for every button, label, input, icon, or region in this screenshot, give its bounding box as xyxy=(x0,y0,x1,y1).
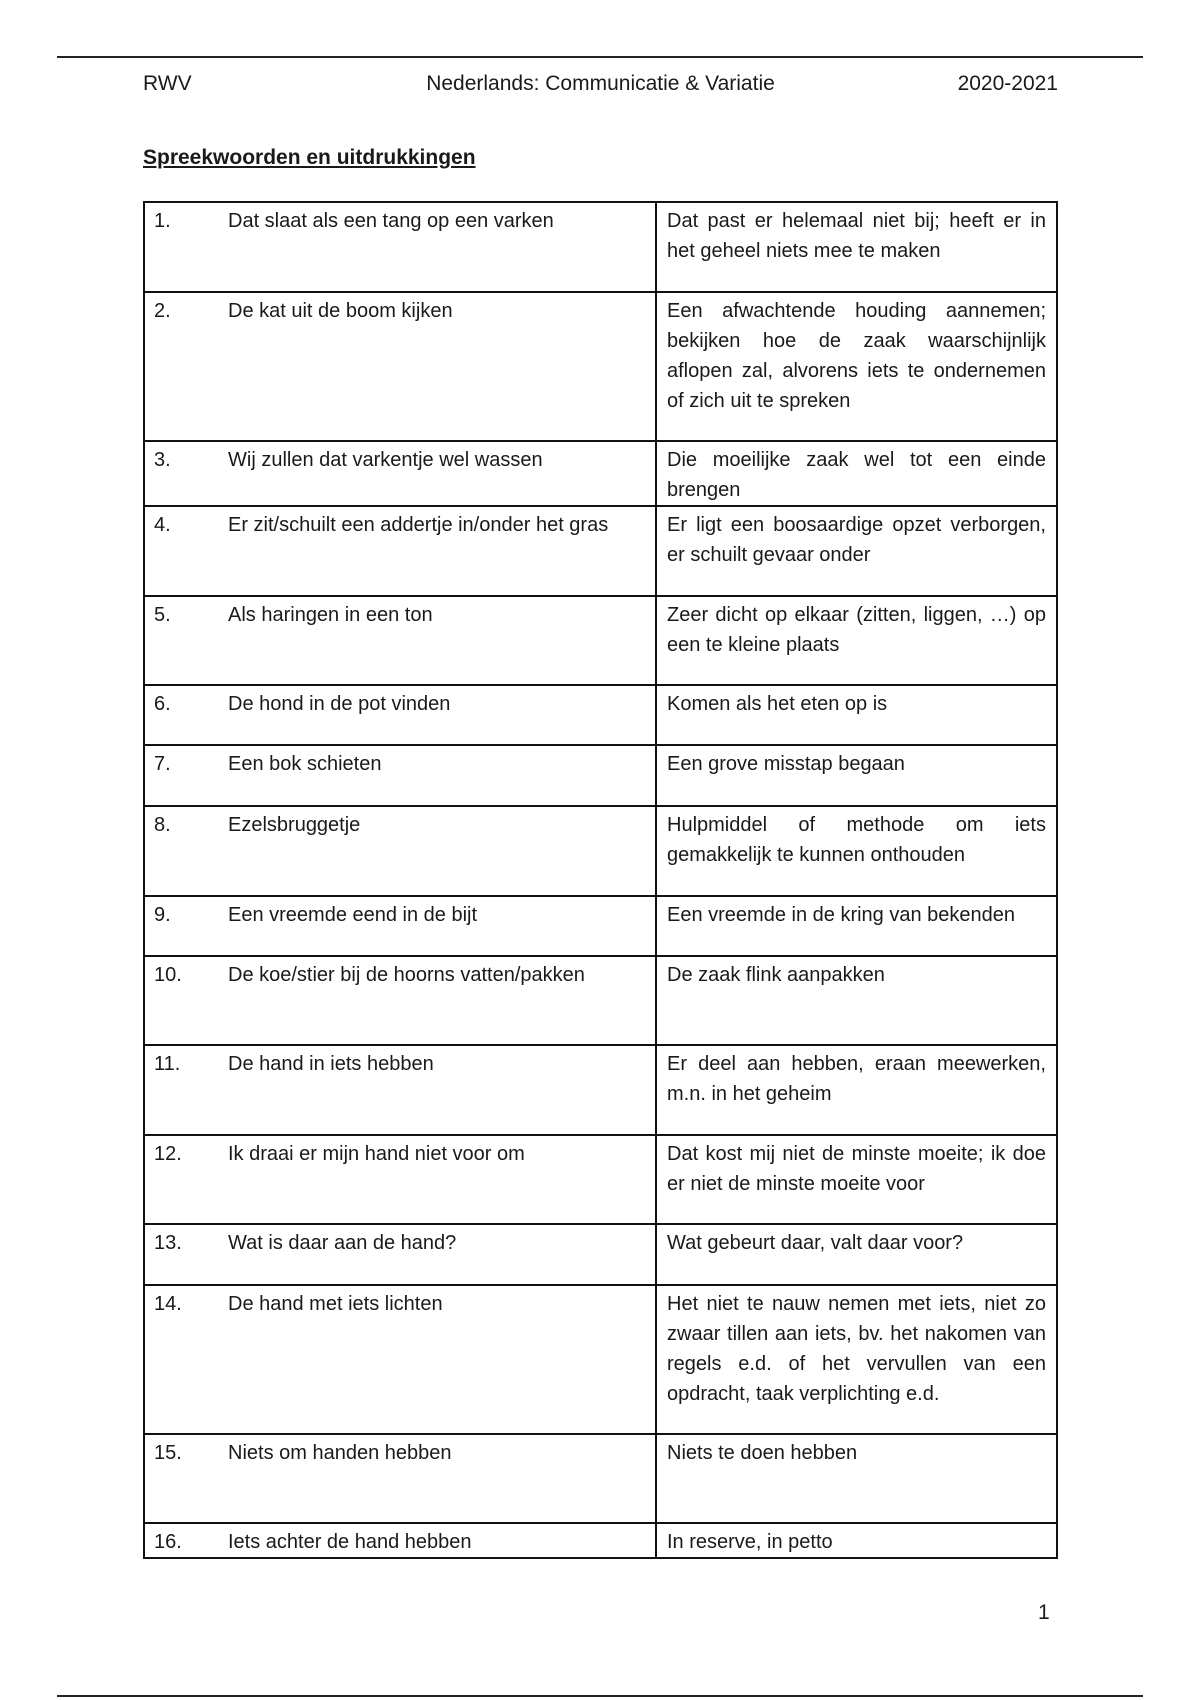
meaning-cell: Komen als het eten op is xyxy=(656,685,1057,745)
table-row xyxy=(144,506,1057,596)
meaning-cell: Niets te doen hebben xyxy=(656,1434,1057,1523)
expression-text: Ik draai er mijn hand niet voor om xyxy=(228,1143,525,1165)
row-number: 13. xyxy=(154,1232,182,1254)
row-number: 8. xyxy=(154,814,171,836)
table-row xyxy=(144,745,1057,806)
meaning-cell: Hulpmiddel of methode om iets gemakkelijk te kunnen onthouden xyxy=(656,806,1057,896)
expression-cell xyxy=(144,1224,656,1285)
meaning-cell: Dat kost mij niet de minste moeite; ik doe er niet de minste moeite voor xyxy=(656,1135,1057,1224)
section-title: Spreekwoorden en uitdrukkingen xyxy=(143,146,476,169)
page-number: 1 xyxy=(1038,1601,1050,1624)
expression-text: De kat uit de boom kijken xyxy=(228,300,453,322)
table-row xyxy=(144,1434,1057,1523)
table-row xyxy=(144,441,1057,506)
proverbs-table xyxy=(143,201,1058,1559)
row-number: 7. xyxy=(154,753,171,775)
expression-text: De koe/stier bij de hoorns vatten/pakken xyxy=(228,964,585,986)
table-row xyxy=(144,1285,1057,1434)
meaning-cell: Dat past er helemaal niet bij; heeft er in het geheel niets mee te maken xyxy=(656,202,1057,292)
expression-text: De hand in iets hebben xyxy=(228,1053,434,1075)
meaning-cell: In reserve, in petto xyxy=(656,1523,1057,1558)
row-number: 16. xyxy=(154,1531,182,1553)
table-row xyxy=(144,292,1057,441)
expression-text: Wat is daar aan de hand? xyxy=(228,1232,457,1254)
row-number: 15. xyxy=(154,1442,182,1464)
table-row xyxy=(144,806,1057,896)
table-row xyxy=(144,956,1057,1045)
expression-cell xyxy=(144,441,656,506)
expression-text: De hond in de pot vinden xyxy=(228,693,451,715)
table-row xyxy=(144,596,1057,685)
meaning-cell: Die moeilijke zaak wel tot een einde brengen xyxy=(656,441,1057,506)
meaning-cell: Een afwachtende houding aannemen; bekijken hoe de zaak waarschijnlijk aflopen zal, alvorens iets te ondernemen of zich uit te spreken xyxy=(656,292,1057,441)
row-number: 14. xyxy=(154,1293,182,1315)
row-number: 5. xyxy=(154,604,171,626)
row-number: 10. xyxy=(154,964,182,986)
meaning-cell: Wat gebeurt daar, valt daar voor? xyxy=(656,1224,1057,1285)
table-row xyxy=(144,1523,1057,1558)
expression-cell xyxy=(144,506,656,596)
page-header xyxy=(143,72,1058,102)
table-row xyxy=(144,1224,1057,1285)
expression-cell xyxy=(144,1523,656,1558)
expression-text: Iets achter de hand hebben xyxy=(228,1531,472,1553)
bottom-rule xyxy=(57,1695,1143,1697)
header-year: 2020-2021 xyxy=(957,72,1058,95)
meaning-cell: Het niet te nauw nemen met iets, niet zo zwaar tillen aan iets, bv. het nakomen van regels e.d. of het vervullen van een opdracht, taak verplichting e.d. xyxy=(656,1285,1057,1434)
table-row xyxy=(144,202,1057,292)
row-number: 12. xyxy=(154,1143,182,1165)
expression-cell xyxy=(144,956,656,1045)
expression-cell xyxy=(144,596,656,685)
row-number: 2. xyxy=(154,300,171,322)
expression-text: Een vreemde eend in de bijt xyxy=(228,904,478,926)
meaning-cell: Een grove misstap begaan xyxy=(656,745,1057,806)
row-number: 4. xyxy=(154,514,171,536)
expression-text: De hand met iets lichten xyxy=(228,1293,443,1315)
expression-text: Dat slaat als een tang op een varken xyxy=(228,210,554,232)
expression-cell xyxy=(144,292,656,441)
meaning-cell: Zeer dicht op elkaar (zitten, liggen, …) op een te kleine plaats xyxy=(656,596,1057,685)
meaning-cell: Er deel aan hebben, eraan meewerken, m.n. in het geheim xyxy=(656,1045,1057,1135)
expression-cell xyxy=(144,685,656,745)
expression-cell xyxy=(144,1135,656,1224)
expression-cell xyxy=(144,806,656,896)
table-row xyxy=(144,1135,1057,1224)
meaning-cell: De zaak flink aanpakken xyxy=(656,956,1057,1045)
expression-cell xyxy=(144,896,656,956)
table-row xyxy=(144,896,1057,956)
row-number: 1. xyxy=(154,210,171,232)
expression-text: Een bok schieten xyxy=(228,753,382,775)
row-number: 11. xyxy=(154,1053,181,1075)
row-number: 3. xyxy=(154,449,171,471)
expression-cell xyxy=(144,1045,656,1135)
expression-text: Als haringen in een ton xyxy=(228,604,433,626)
top-rule xyxy=(57,56,1143,58)
row-number: 9. xyxy=(154,904,171,926)
expression-cell xyxy=(144,1434,656,1523)
expression-text: Er zit/schuilt een addertje in/onder het gras xyxy=(228,514,609,536)
expression-cell xyxy=(144,745,656,806)
expression-text: Ezelsbruggetje xyxy=(228,814,361,836)
expression-text: Niets om handen hebben xyxy=(228,1442,452,1464)
header-school: RWV xyxy=(143,72,192,95)
table-row xyxy=(144,1045,1057,1135)
expression-cell xyxy=(144,1285,656,1434)
table-row xyxy=(144,685,1057,745)
meaning-cell: Er ligt een boosaardige opzet verborgen, er schuilt gevaar onder xyxy=(656,506,1057,596)
expression-cell xyxy=(144,202,656,292)
header-course: Nederlands: Communicatie & Variatie xyxy=(426,72,775,95)
row-number: 6. xyxy=(154,693,171,715)
expression-text: Wij zullen dat varkentje wel wassen xyxy=(228,449,543,471)
meaning-cell: Een vreemde in de kring van bekenden xyxy=(656,896,1057,956)
